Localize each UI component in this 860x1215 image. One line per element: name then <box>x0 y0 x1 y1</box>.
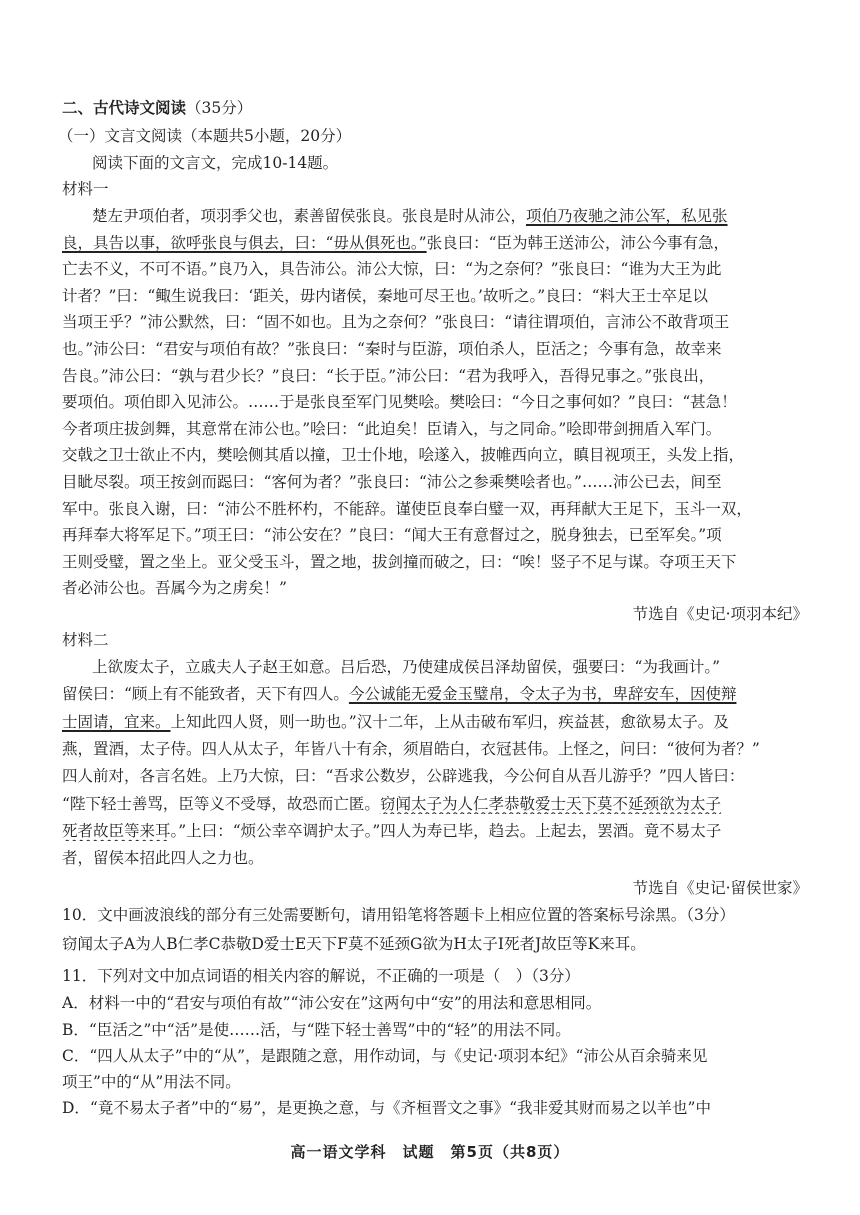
text-segment: 楚左尹项伯者，项羽季父也，素善留侯张良。张良是时从沛公， <box>92 207 527 225</box>
question-11-option-d: D．“竟不易太子者”中的“易”，是更换之意，与《齐桓晋文之事》“我非爱其财而易之以羊也”中 <box>62 1099 711 1117</box>
section-heading <box>62 98 807 118</box>
text-segment: 者必沛公也。吾属今为之虏矣！” <box>62 579 287 598</box>
material2-line <box>62 766 807 786</box>
material2-label: 材料二 <box>62 631 109 649</box>
underlined-segment: 士固请，宜来。 <box>62 712 171 731</box>
underlined-segment: 今公诚能无爱金玉璧帛，令太子为书，卑辞安车，因使辩 <box>348 685 737 704</box>
material1-line <box>62 419 807 439</box>
text-segment: 。”上曰：“烦公幸卒调护太子。”四人为寿已毕，趋去。上起去，罢酒。竟不易太子 <box>170 821 722 840</box>
material1-label: 材料一 <box>62 180 109 198</box>
reading-instruction: 阅读下面的文言文，完成10-14题。 <box>92 154 339 172</box>
material1-line <box>62 445 807 465</box>
question-11-option-a: A．材料一中的“君安与项伯有故”“沛公安在”这两句中“安”的用法和意思相同。 <box>62 994 602 1012</box>
section-title: 二、古代诗文阅读 <box>62 98 187 117</box>
material1-line <box>62 233 807 253</box>
question-11-stem: 11．下列对文中加点词语的相关内容的解说，不正确的一项是（ ）（3分） <box>62 967 580 985</box>
text-segment: 王则受璧，置之坐上。亚父受玉斗，置之地，拔剑撞而破之，曰：“唉！竖子不足与谋。夺项王天下 <box>62 552 737 571</box>
material2-line <box>62 794 807 814</box>
question-10-stem: 10．文中画波浪线的部分有三处需要断句，请用铅笔将答题卡上相应位置的答案标号涂黑。（3分） <box>62 906 735 924</box>
material1-line <box>62 286 807 306</box>
text-segment: 上知此四人贤，则一助也。”汉十二年，上从击破布军归，疾益甚，愈欲易太子。及 <box>170 712 729 731</box>
material2-line <box>62 739 807 759</box>
text-segment: 者，留侯本招此四人之力也。 <box>62 849 264 868</box>
material1-line <box>92 206 807 226</box>
material2-line <box>62 848 807 868</box>
text-segment: 再拜奉大将军足下。”项王曰：“沛公安在？”良曰：“闻大王有意督过之，脱身独去，已至军矣。”项 <box>62 526 722 545</box>
text-segment: 燕，置酒，太子侍。四人从太子，年皆八十有余，须眉皓白，衣冠甚伟。上怪之，问曰：“彼何为者？” <box>62 739 760 758</box>
material1-line <box>62 339 807 359</box>
text-segment: 军中。张良入谢，曰：“沛公不胜杯杓，不能辞。谨使臣良奉白璧一双，再拜献大王足下，玉斗一双， <box>62 499 752 518</box>
material1-line <box>62 552 807 572</box>
text-segment: 今者项庄拔剑舞，其意常在沛公也。”哙曰：“此迫矣！臣请入，与之同命。”哙即带剑拥盾入军门。 <box>62 419 722 438</box>
page-footer: 高一语文学科 试题 第5页（共8页） <box>290 1143 570 1161</box>
text-segment: 告良。”沛公曰：“孰与君少长？”良曰：“长于臣。”沛公曰：“君为我呼入，吾得兄事之。”张良出， <box>62 366 715 385</box>
wavy-underlined-segment: 窃闻太子为人仁孝恭敬爱士天下莫不延颈欲为太子 <box>379 794 721 813</box>
material1-line <box>62 499 807 519</box>
text-segment: “陛下轻士善骂，臣等义不受辱，故恐而亡匿。 <box>62 794 380 813</box>
text-segment: 张良曰：“臣为韩王送沛公，沛公今事有急， <box>426 233 730 252</box>
material2-line <box>92 657 807 677</box>
section-score: （35分） <box>186 99 253 117</box>
underlined-segment: 项伯乃夜驰之沛公军，私见张 <box>526 207 728 225</box>
text-segment: 要项伯。项伯即入见沛公。……于是张良至军门见樊哙。樊哙曰：“今日之事何如？”良曰：“甚急！ <box>62 393 737 412</box>
material1-line <box>62 312 807 332</box>
question-11-option-b: B．“臣活之”中“活”是使……活，与“陛下轻士善骂”中的“轻”的用法不同。 <box>62 1021 571 1039</box>
material2-line <box>62 821 807 841</box>
material1-line <box>62 525 807 545</box>
question-11-option-c-cont: 项王”中的“从”用法不同。 <box>62 1073 241 1091</box>
text-segment: 亡去不义，不可不语。”良乃入，具告沛公。沛公大惊，曰：“为之奈何？”张良曰：“谁为大王为此 <box>62 260 722 279</box>
text-segment: 留侯曰：“顾上有不能致者，天下有四人。 <box>62 685 349 704</box>
material1-line <box>62 392 807 412</box>
material2-source: 节选自《史记·留侯世家》 <box>632 879 808 897</box>
material1-line <box>62 366 807 386</box>
material2-line <box>62 712 807 732</box>
text-segment: 当项王乎？”沛公默然，曰：“固不如也。且为之奈何？”张良曰：“请往谓项伯，言沛公不敢背项王 <box>62 313 730 332</box>
text-segment: 也。”沛公曰：“君安与项伯有故？”张良曰：“秦时与臣游，项伯杀人，臣活之；今事有急，故幸来 <box>62 340 722 358</box>
material1-line <box>62 472 807 492</box>
underlined-segment: 良，具告以事，欲呼张良与俱去，曰：“毋从俱死也。” <box>62 233 427 252</box>
material1-line <box>62 259 807 279</box>
wavy-underlined-segment: 死者故臣等来耳 <box>62 821 171 840</box>
question-11-option-c: C．“四人从太子”中的“从”，是跟随之意，用作动词，与《史记·项羽本纪》“沛公从百余骑来见 <box>62 1047 708 1065</box>
sub-section-title: （一）文言文阅读（本题共5小题，20分） <box>58 127 352 145</box>
question-10-options: 窃闻太子A为人B仁孝C恭敬D爱士E天下F莫不延颈G欲为H太子I死者J故臣等K来耳。 <box>62 935 646 953</box>
text-segment: 交戟之卫士欲止不内，樊哙侧其盾以撞，卫士仆地，哙遂入，披帷西向立，瞋目视项王，头发上指， <box>62 446 745 465</box>
text-segment: 计者？”曰：“鲰生说我曰：‘距关，毋内诸侯，秦地可尽王也。’故听之。”良曰：“料大王士卒足以 <box>62 286 709 305</box>
text-segment: 上欲废太子，立戚夫人子赵王如意。吕后恐，乃使建成侯吕泽劫留侯，强要曰：“为我画计。” <box>92 658 721 676</box>
text-segment: 目眦尽裂。项王按剑而跽曰：“客何为者？”张良曰：“沛公之参乘樊哙者也。”……沛公已去，间至 <box>62 473 722 491</box>
material2-line <box>62 684 807 704</box>
material1-source: 节选自《史记·项羽本纪》 <box>632 605 808 623</box>
material1-line <box>62 578 807 598</box>
text-segment: 四人前对，各言名姓。上乃大惊，曰：“吾求公数岁，公辟逃我，今公何自从吾儿游乎？”四人皆曰： <box>62 767 745 786</box>
